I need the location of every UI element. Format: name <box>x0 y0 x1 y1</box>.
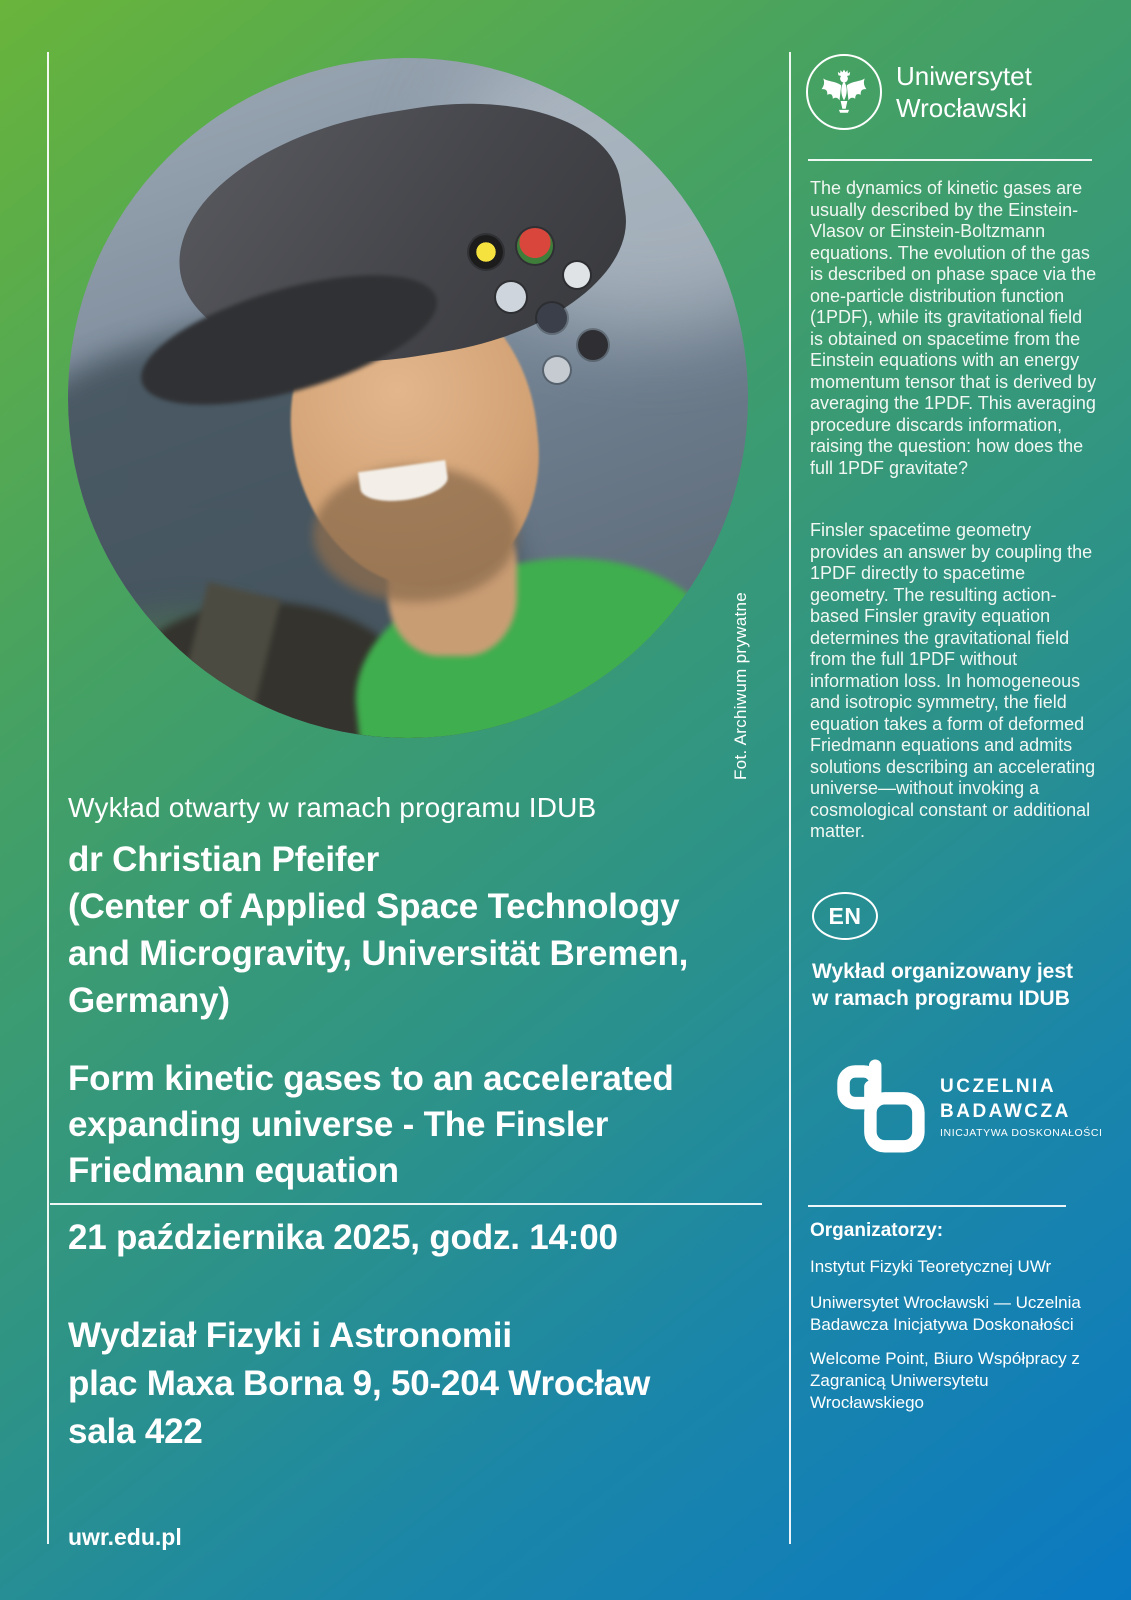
talk-title-line: expanding universe - The Finsler <box>68 1105 609 1144</box>
talk-title <box>68 1056 674 1194</box>
cap-badge-pin <box>469 235 503 269</box>
column-divider-rule <box>789 52 791 1544</box>
speaker-line: Germany) <box>68 981 230 1020</box>
cap-badge-pin <box>544 357 570 383</box>
abstract-paragraph-2: Finsler spacetime geometry provides an answer by coupling the 1PDF directly to spacetime geometry. The resulting action-based Finsler gravity equation determines the gravitational field from the full 1PDF without information loss. In homogeneous and isotropic symmetry, the field equation takes a form of deformed Friedmann equations and admits solutions describing an accelerating universe—without invoking a cosmological constant or additional matter. <box>810 520 1096 841</box>
university-logo <box>806 54 1032 130</box>
program-note: Wykład organizowany jest w ramach programu IDUB <box>812 960 1074 1010</box>
organizer-item: Welcome Point, Biuro Współpracy z Zagranicą Uniwersytetu Wrocławskiego <box>810 1349 1080 1412</box>
uwr-eagle-icon <box>806 54 882 130</box>
lecture-venue <box>68 1312 650 1456</box>
organizer-item: Instytut Fizyki Teoretycznej UWr <box>810 1257 1052 1276</box>
talk-title-line: Friedmann equation <box>68 1151 399 1190</box>
lecture-kicker: Wykład otwarty w ramach programu IDUB <box>68 792 597 823</box>
uczelnia-badawcza-wordmark: UCZELNIA BADAWCZA INICJATYWA DOSKONAŁOŚCI <box>940 1075 1103 1139</box>
venue-line: Wydział Fizyki i Astronomii <box>68 1316 512 1355</box>
speaker-line: (Center of Applied Space Technology <box>68 887 680 926</box>
talk-title-line: Form kinetic gases to an accelerated <box>68 1059 674 1098</box>
university-url: uwr.edu.pl <box>68 1524 182 1550</box>
speaker-photo <box>68 58 748 738</box>
abstract-paragraph-1: The dynamics of kinetic gases are usually described by the Einstein-Vlasov or Einstein-Boltzmann equations. The evolution of the gas is described on phase space via the one-particle distribution function (1PDF), while its gravitational field is obtained on spacetime from the Einstein equations with an energy momentum tensor that is derived by averaging the 1PDF. This averaging procedure discards information, raising the question: how does the full 1PDF gravitate? <box>810 178 1097 478</box>
lecture-datetime: 21 października 2025, godz. 14:00 <box>68 1218 618 1257</box>
language-badge: EN <box>812 892 878 940</box>
speaker-line: and Microgravity, Universität Bremen, <box>68 934 689 973</box>
cap-badge-pin <box>537 303 567 333</box>
university-name: Uniwersytet Wrocławski <box>896 61 1032 123</box>
photo-credit: Fot. Archiwum prywatne <box>731 592 750 780</box>
speaker-line: dr Christian Pfeifer <box>68 840 380 879</box>
qb-logo-icon <box>832 1058 928 1154</box>
organizer-item: Uniwersytet Wrocławski — Uczelnia Badawcza Inicjatywa Doskonałości <box>810 1293 1081 1334</box>
abstract-divider-rule <box>808 159 1092 161</box>
cap-badge-pin <box>517 228 553 264</box>
uczelnia-badawcza-logo <box>832 1058 1103 1154</box>
venue-line: sala 422 <box>68 1412 203 1451</box>
left-rule <box>47 52 49 1544</box>
organizers-heading: Organizatorzy: <box>810 1220 944 1241</box>
speaker-heading <box>68 836 688 1024</box>
cap-badge-pin <box>578 330 608 360</box>
date-divider-rule <box>50 1203 762 1205</box>
venue-line: plac Maxa Borna 9, 50-204 Wrocław <box>68 1364 651 1403</box>
organizers-divider-rule <box>808 1205 1066 1207</box>
